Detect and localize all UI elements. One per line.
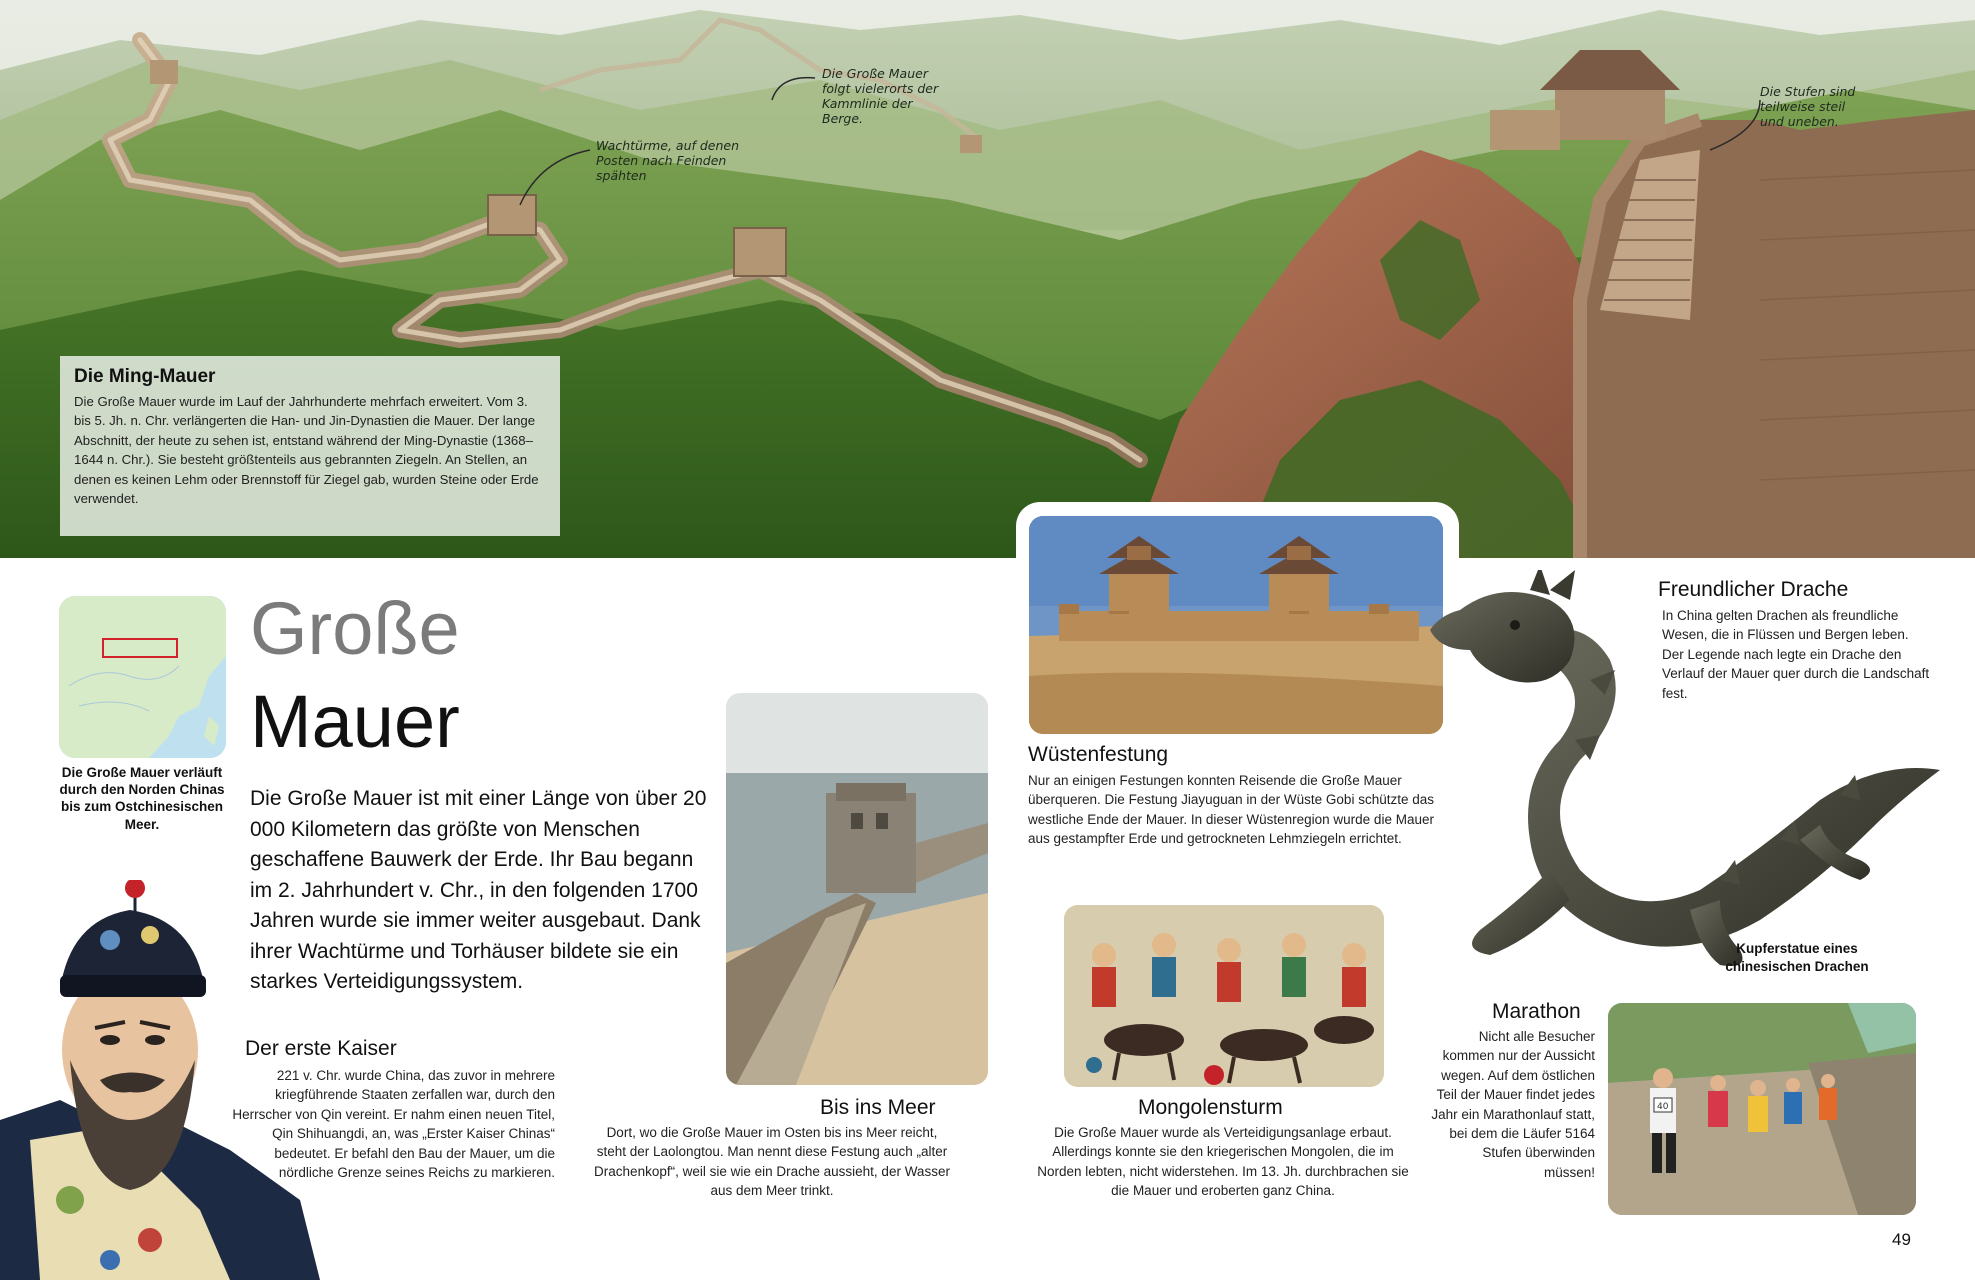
map-graphic bbox=[59, 596, 226, 758]
dragon-text: In China gelten Drachen als freundliche Wesen, die in Flüssen und Bergen leben. Der Legende nach legte ein Drache den Verlauf der Mauer quer durch die Landschaft fest. bbox=[1662, 608, 1930, 701]
mongol-battle-image bbox=[1064, 905, 1384, 1087]
ming-text: Die Große Mauer wurde im Lauf der Jahrhunderte mehrfach erweitert. Vom 3. bis 5. Jh. n. Chr. verlängerten die Han- und Jin-Dynastien die Mauer. Der lange Abschnitt, der heute zu sehen ist, entstand während der Ming-Dynastie (1368–1644 n. Chr.). Sie besteht größtenteils aus gebrannten Ziegeln. An Stellen, an denen es keinen Lehm oder Brennstoff für Ziegel gab, wurden Steine oder Erde verwendet. bbox=[74, 394, 539, 507]
first-emperor-heading: Der erste Kaiser bbox=[245, 1037, 397, 1060]
marathon-runners-image bbox=[1608, 1003, 1916, 1215]
intro-text: Die Große Mauer ist mit einer Länge von über 20 000 Kilometern das größte von Menschen geschaffene Bauwerk der Erde. Ihr Bau begann im 2. Jahrhundert v. Chr., in den folgenden 1700 Jahren wurde sie immer weiter ausgebaut. Dank ihrer Wachtürme und Torhäuser bildete sie ein starkes Verteidigungssystem. bbox=[250, 787, 707, 993]
ming-heading: Die Ming-Mauer bbox=[74, 366, 216, 387]
desert-fortress-image bbox=[1029, 516, 1443, 734]
marathon-photo bbox=[1608, 1003, 1916, 1215]
desert-fortress-heading: Wüstenfestung bbox=[1028, 743, 1169, 766]
sea-fortress-image bbox=[726, 693, 988, 1085]
laolongtou-photo bbox=[726, 693, 988, 1085]
ming-wall-infobox bbox=[60, 356, 560, 536]
sea-heading: Bis ins Meer bbox=[820, 1096, 936, 1119]
mongol-painting bbox=[1064, 905, 1384, 1087]
map-caption: Die Große Mauer verläuft durch den Norden Chinas bis zum Ostchinesischen Meer. bbox=[59, 765, 225, 832]
page-title-line2: Mauer bbox=[250, 680, 460, 763]
marathon-text: Nicht alle Besucher kommen nur der Aussicht wegen. Auf dem östlichen Teil der Mauer findet jedes Jahr ein Marathonlauf statt, bei dem die Läufer 5164 Stufen überwinden müssen! bbox=[1431, 1029, 1595, 1180]
marathon-heading: Marathon bbox=[1492, 1000, 1581, 1023]
china-map bbox=[59, 596, 226, 758]
callout-watchtowers: Wachtürme, auf denen Posten nach Feinden spähten bbox=[596, 138, 740, 183]
callout-steps: Die Stufen sind teilweise steil und uneben. bbox=[1760, 84, 1856, 129]
page-number: 49 bbox=[1892, 1230, 1911, 1249]
callout-ridge: Die Große Mauer folgt vielerorts der Kammlinie der Berge. bbox=[822, 66, 939, 126]
first-emperor-text: 221 v. Chr. wurde China, das zuvor in mehrere kriegführende Staaten zerfallen war, durch den Herrscher von Qin vereint. Er nahm einen neuen Titel, Qin Shihuangdi, an, was „Erster Kaiser Chinas“ bedeutet. Er befahl den Bau der Mauer, um die nördliche Grenze seines Reichs zu markieren. bbox=[232, 1068, 555, 1181]
jiayuguan-photo bbox=[1029, 516, 1443, 734]
page-title-line1: Große bbox=[250, 587, 460, 670]
hero-photo bbox=[0, 0, 1975, 558]
sea-text: Dort, wo die Große Mauer im Osten bis ins Meer reicht, steht der Laolongtou. Man nennt diese Festung auch „alter Drachenkopf“, weil sie wie ein Drache aussieht, der Wasser aus dem Meer trinkt. bbox=[594, 1125, 950, 1199]
dragon-heading: Freundlicher Drache bbox=[1658, 578, 1849, 601]
runner-bib: 40 bbox=[1657, 1102, 1669, 1112]
dragon-caption: Kupferstatue eines chinesischen Drachen bbox=[1725, 941, 1869, 974]
mongol-heading: Mongolensturm bbox=[1138, 1096, 1283, 1119]
desert-fortress-text: Nur an einigen Festungen konnten Reisende die Große Mauer überqueren. Die Festung Jiayuguan in der Wüste Gobi schützte das westliche Ende der Mauer. In dieser Wüstenregion wurde die Mauer aus gestampfter Erde und getrockneten Lehmziegeln errichtet. bbox=[1028, 773, 1434, 847]
mongol-text: Die Große Mauer wurde als Verteidigungsanlage erbaut. Allerdings konnte sie den kriegerischen Mongolen, die im Norden lebten, nicht widerstehen. Im 13. Jh. durchbrachen sie die Mauer und eroberten ganz China. bbox=[1037, 1125, 1409, 1199]
